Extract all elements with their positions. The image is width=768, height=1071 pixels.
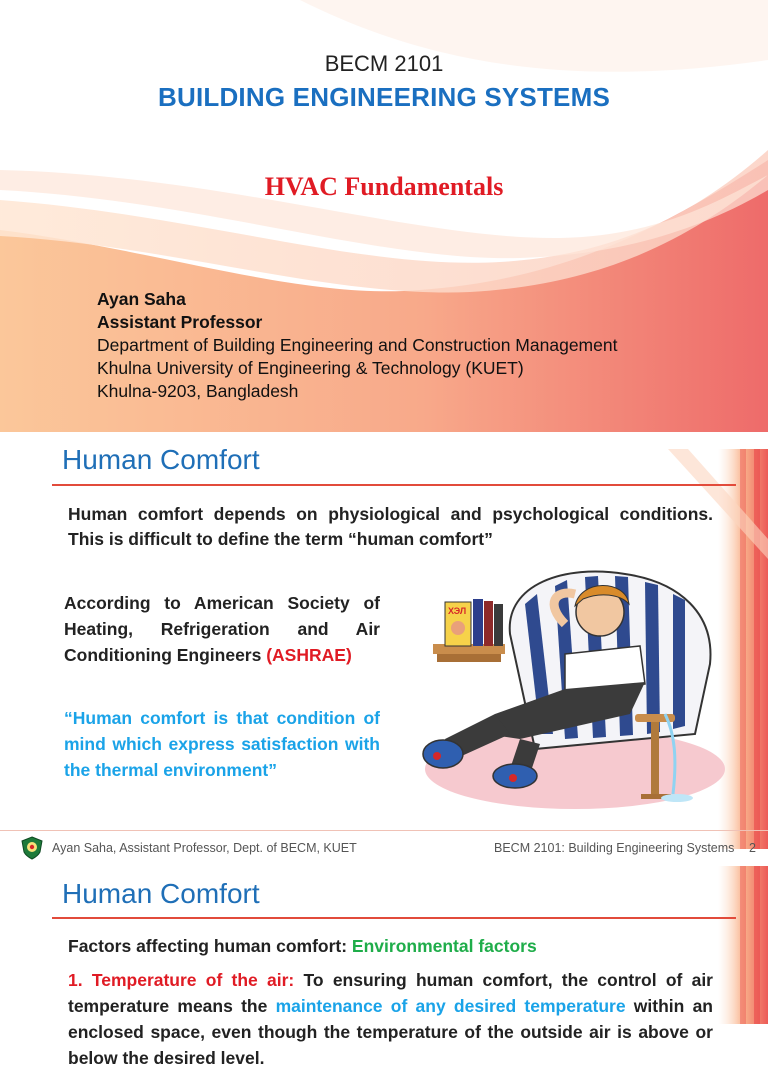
temperature-label: 1. Temperature of the air:	[68, 970, 295, 990]
kuet-logo-icon	[20, 836, 44, 860]
temperature-highlight: maintenance of any desired temperature	[275, 996, 626, 1016]
environmental-factors-label: Environmental factors	[351, 936, 537, 956]
author-title: Assistant Professor	[97, 312, 263, 332]
temperature-paragraph	[68, 967, 713, 1071]
author-name: Ayan Saha	[97, 289, 186, 309]
intro-paragraph: Human comfort depends on physiological and psychological conditions. This is difficult to define the term “human comfort”	[68, 504, 713, 549]
author-address: Khulna-9203, Bangladesh	[97, 381, 299, 401]
title-underline	[52, 484, 736, 486]
title-slide	[0, 0, 768, 432]
footer-course: BECM 2101: Building Engineering Systems	[494, 841, 735, 855]
comfort-quote: “Human comfort is that condition of mind which express satisfaction with the thermal environment”	[64, 708, 380, 780]
course-code: BECM 2101	[324, 51, 444, 76]
lecture-topic: HVAC Fundamentals	[264, 172, 504, 201]
slide-footer	[0, 830, 768, 865]
slide-title: Human Comfort	[62, 444, 260, 475]
human-comfort-slide	[0, 432, 768, 866]
factors-heading	[68, 936, 537, 957]
human-comfort-factors-slide	[0, 866, 768, 1068]
temperature-text-a: To ensuring human comfort, the control of air temperature means the	[68, 970, 713, 1016]
relaxed-man-armchair-illustration	[415, 564, 727, 814]
temperature-text-b: within an enclosed space, even though the temperature of the outside air is above or below the desired level.	[68, 996, 713, 1068]
title-underline	[52, 917, 736, 919]
author-department: Department of Building Engineering and Construction Management	[97, 335, 618, 355]
ashrae-abbrev: (ASHRAE)	[266, 645, 352, 665]
according-text: According to American Society of Heating, Refrigeration and Air Conditioning Engineers	[64, 593, 380, 665]
page-number: 2	[749, 841, 756, 855]
book-cover-label: ХЭЛ	[448, 606, 467, 616]
course-title: BUILDING ENGINEERING SYSTEMS	[158, 82, 610, 112]
ashrae-paragraph	[64, 590, 380, 668]
author-university: Khulna University of Engineering & Technology (KUET)	[97, 358, 524, 378]
slide-title: Human Comfort	[62, 878, 260, 909]
author-block	[97, 288, 617, 403]
footer-author: Ayan Saha, Assistant Professor, Dept. of BECM, KUET	[52, 841, 357, 855]
factors-prefix: Factors affecting human comfort:	[68, 936, 352, 956]
